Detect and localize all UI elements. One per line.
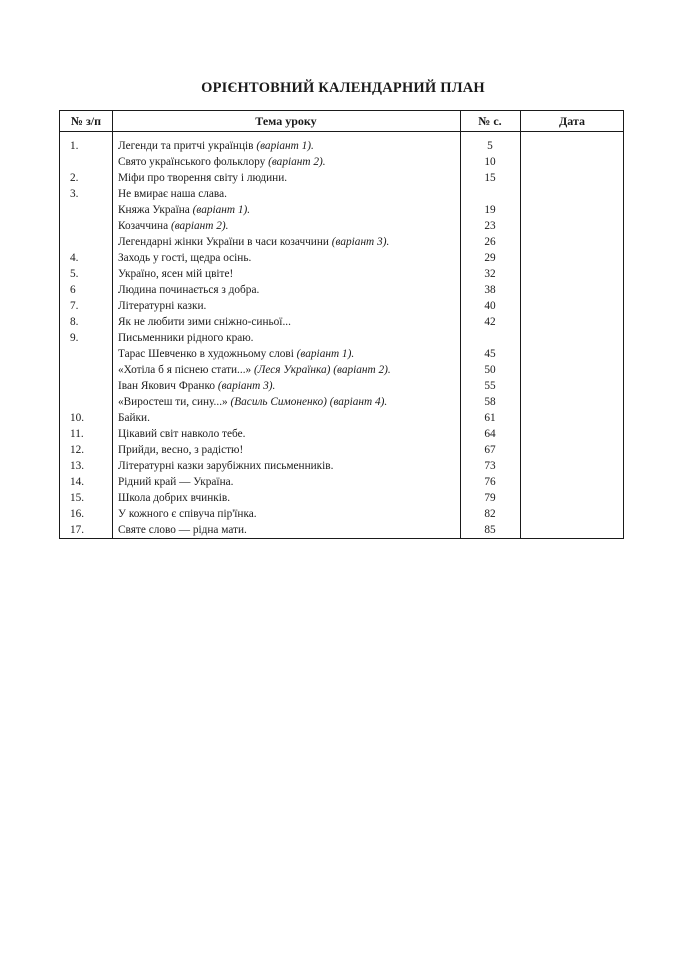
topic-text: У кожного є співуча пір'їнка. [118, 508, 257, 520]
row-page: 79 [484, 492, 496, 504]
table-row [60, 474, 623, 490]
row-number: 6 [70, 284, 76, 296]
topic-text: Заходь у гості, щедра осінь. [118, 252, 252, 264]
topic-text: Україно, ясен мій цвіте! [118, 268, 234, 280]
row-topic [118, 458, 333, 474]
row-page: 61 [484, 412, 496, 424]
topic-text: Як не любити зими сніжно-синьої... [118, 316, 291, 328]
table-row [60, 218, 623, 234]
row-topic [118, 410, 150, 426]
row-topic [118, 170, 287, 186]
row-page: 67 [484, 444, 496, 456]
row-topic [118, 426, 245, 442]
row-page: 50 [484, 364, 496, 376]
row-topic [118, 250, 251, 266]
row-page: 55 [484, 380, 496, 392]
table-row [60, 362, 623, 378]
row-topic [118, 298, 206, 314]
table-row [60, 442, 623, 458]
row-topic [118, 378, 275, 394]
row-page: 23 [484, 220, 496, 232]
table-row [60, 234, 623, 250]
topic-text: Козаччина [118, 220, 169, 232]
row-page: 38 [484, 284, 496, 296]
row-number: 4. [70, 252, 79, 264]
topic-text: Міфи про творення світу і людини. [118, 172, 288, 184]
topic-variant-note: (варіант 2). [170, 220, 229, 232]
row-topic [118, 234, 389, 250]
topic-text: Прийди, весно, з радістю! [118, 444, 244, 456]
row-number: 14. [70, 476, 85, 488]
header-num: № з/п [70, 114, 102, 128]
header-divider [60, 131, 623, 132]
table-row [60, 250, 623, 266]
row-topic [118, 154, 326, 170]
row-topic [118, 330, 254, 346]
row-topic [118, 266, 233, 282]
row-page: 45 [484, 348, 496, 360]
table-row [60, 506, 623, 522]
table-row [60, 458, 623, 474]
topic-variant-note: (варіант 3). [331, 236, 390, 248]
topic-variant-note: (Василь Симоненко) (варіант 4). [230, 396, 388, 408]
row-topic [118, 282, 259, 298]
row-page: 26 [484, 236, 496, 248]
row-number: 17. [70, 524, 85, 536]
row-topic [118, 346, 354, 362]
table-row [60, 410, 623, 426]
topic-text: Рідний край — Україна. [118, 476, 234, 488]
row-number: 9. [70, 332, 79, 344]
row-number: 10. [70, 412, 85, 424]
table-row [60, 394, 623, 410]
row-page: 40 [484, 300, 496, 312]
row-number: 16. [70, 508, 85, 520]
row-number: 1. [70, 140, 79, 152]
topic-text: Людина починається з добра. [118, 284, 260, 296]
table-body [60, 138, 623, 538]
row-page: 64 [484, 428, 496, 440]
topic-text: Легендарні жінки України в часи козаччини [118, 236, 329, 248]
row-topic [118, 186, 227, 202]
row-page: 73 [484, 460, 496, 472]
row-page: 19 [484, 204, 496, 216]
topic-variant-note: (варіант 1). [192, 204, 251, 216]
row-number: 2. [70, 172, 79, 184]
row-number: 11. [70, 428, 84, 440]
table-row [60, 346, 623, 362]
header-page: № с. [478, 114, 502, 128]
row-topic [118, 522, 247, 538]
topic-text: Свято українського фольклору [118, 156, 266, 168]
table-row [60, 138, 623, 154]
row-page: 10 [484, 156, 496, 168]
table-row [60, 426, 623, 442]
row-page: 58 [484, 396, 496, 408]
row-page: 82 [484, 508, 496, 520]
topic-text: Письменники рідного краю. [118, 332, 254, 344]
table-row [60, 202, 623, 218]
header-date: Дата [559, 114, 585, 128]
row-page: 29 [484, 252, 496, 264]
topic-variant-note: (варіант 1). [256, 140, 314, 152]
row-page: 76 [484, 476, 496, 488]
topic-text: Легенди та притчі українців [118, 140, 254, 152]
table-row [60, 330, 623, 346]
table-row [60, 378, 623, 394]
table-row [60, 490, 623, 506]
row-topic [118, 314, 291, 330]
row-page: 15 [484, 172, 496, 184]
table-row [60, 314, 623, 330]
topic-text: Тарас Шевченко в художньому слові [118, 348, 294, 360]
topic-text: «Виростеш ти, сину...» [118, 396, 228, 408]
topic-text: Літературні казки. [118, 300, 207, 312]
page-title: ОРІЄНТОВНИЙ КАЛЕНДАРНИЙ ПЛАН [201, 80, 485, 96]
table-row [60, 170, 623, 186]
row-number: 7. [70, 300, 79, 312]
topic-text: Школа добрих вчинків. [118, 492, 231, 504]
topic-variant-note: (варіант 2). [268, 156, 326, 168]
topic-variant-note: (Леся Українка) (варіант 2). [254, 364, 391, 376]
row-number: 13. [70, 460, 85, 472]
topic-text: Літературні казки зарубіжних письменників. [118, 460, 334, 472]
row-page: 32 [484, 268, 496, 280]
header-topic: Тема уроку [255, 114, 317, 128]
topic-text: Не вмирає наша слава. [118, 188, 227, 200]
table-row [60, 522, 623, 538]
row-topic [118, 202, 250, 218]
row-number: 15. [70, 492, 85, 504]
topic-variant-note: (варіант 1). [296, 348, 355, 360]
table-row [60, 282, 623, 298]
row-topic [118, 362, 391, 378]
topic-variant-note: (варіант 3). [217, 380, 276, 392]
table-row [60, 266, 623, 282]
table-row [60, 154, 623, 170]
row-number: 5. [70, 268, 79, 280]
row-topic [118, 506, 257, 522]
row-number: 12. [70, 444, 85, 456]
topic-text: Святе слово — рідна мати. [118, 524, 247, 536]
row-topic [118, 218, 228, 234]
row-page: 42 [484, 316, 496, 328]
topic-text: Княжа Україна [118, 204, 190, 216]
row-topic [118, 442, 243, 458]
calendar-plan-table [59, 110, 624, 539]
row-number: 3. [70, 188, 79, 200]
row-number: 8. [70, 316, 79, 328]
topic-text: Іван Якович Франко [118, 380, 216, 392]
topic-text: «Хотіла б я піснею стати...» [118, 364, 252, 376]
row-page: 85 [484, 524, 496, 536]
row-topic [118, 138, 314, 154]
topic-text: Байки. [118, 412, 150, 424]
row-topic [118, 474, 233, 490]
table-row [60, 298, 623, 314]
table-row [60, 186, 623, 202]
topic-text: Цікавий світ навколо тебе. [118, 428, 246, 440]
row-page: 5 [487, 140, 493, 152]
row-topic [118, 394, 387, 410]
row-topic [118, 490, 230, 506]
